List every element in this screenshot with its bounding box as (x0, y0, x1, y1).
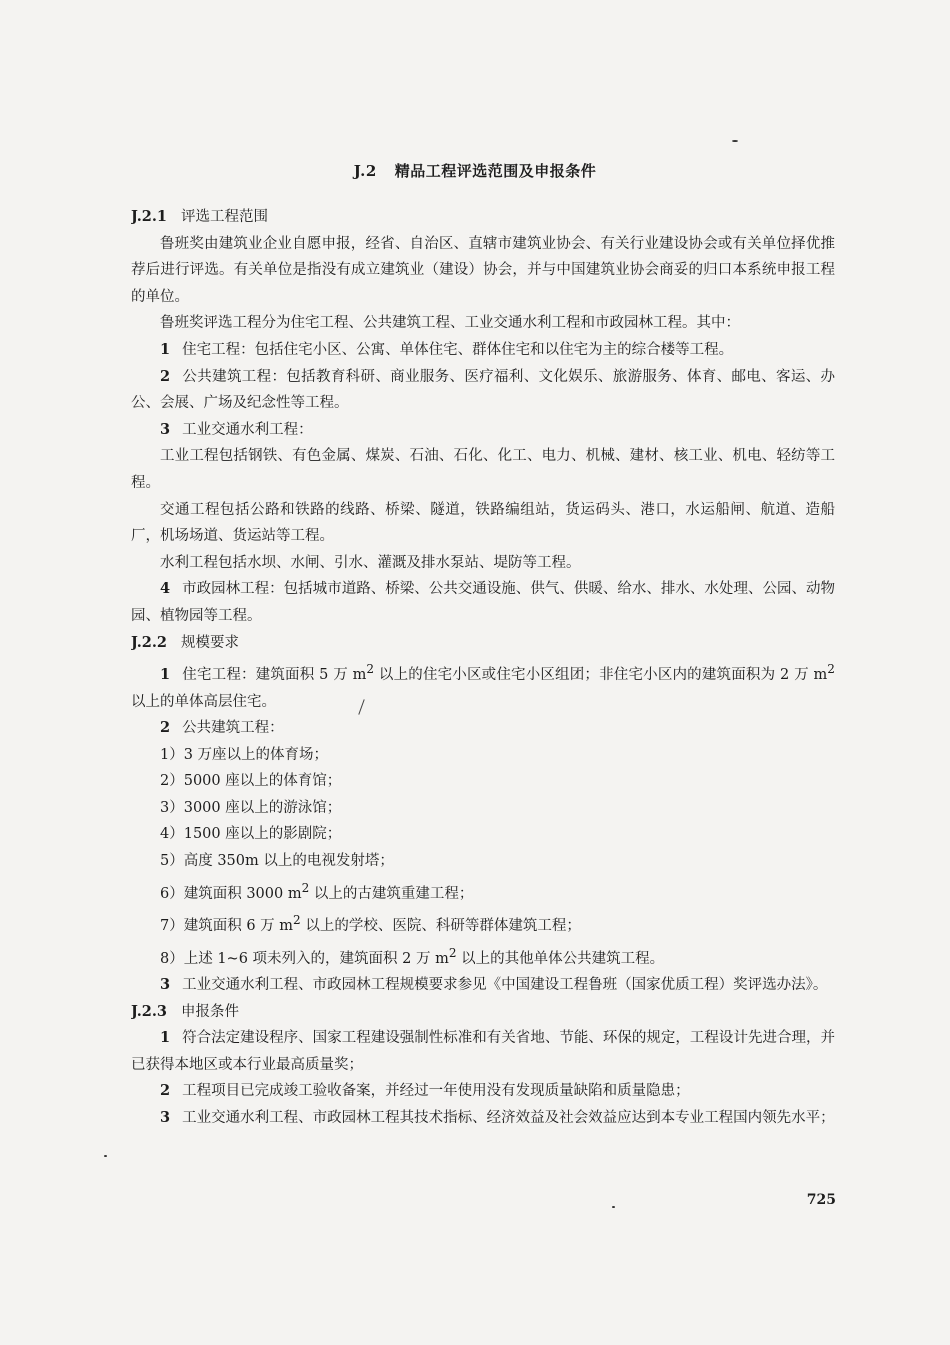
superscript: 2 (448, 945, 457, 960)
sub-item-text: 以上的古建筑重建工程； (309, 885, 474, 902)
list-item (131, 417, 835, 444)
item-number: 3 (160, 1108, 171, 1126)
section-number: J.2.2 (131, 633, 168, 651)
item-text: 公共建筑工程：包括教育科研、商业服务、医疗福利、文化娱乐、旅游服务、体育、邮电、客运、办公、会展、广场及纪念性等工程。 (131, 368, 835, 412)
sub-item-text: 6）建筑面积 3000 m (160, 885, 302, 902)
section-number: J.2.3 (131, 1002, 168, 1020)
sub-item: 1）3 万座以上的体育场； (160, 746, 329, 763)
superscript: 2 (301, 880, 310, 895)
item-number: 1 (160, 1029, 171, 1047)
paragraph: 工业工程包括钢铁、有色金属、煤炭、石油、石化、化工、电力、机械、建材、核工业、机电、轻纺等工程。 (131, 448, 835, 491)
sub-item: 3）3000 座以上的游泳馆； (160, 799, 342, 816)
superscript: 2 (827, 662, 835, 677)
item-text: 公共建筑工程： (182, 720, 284, 737)
section-title: 评选工程范围 (181, 209, 269, 225)
item-number: 2 (160, 719, 171, 737)
document-body (131, 204, 835, 1132)
list-item (131, 656, 835, 715)
item-number: 1 (160, 665, 171, 683)
superscript: 2 (293, 913, 301, 928)
item-text: 住宅工程：包括住宅小区、公寓、单体住宅、群体住宅和以住宅为主的综合楼等工程。 (182, 341, 734, 358)
page-number: 725 (806, 1192, 836, 1208)
list-item (131, 972, 835, 999)
sub-item-text: 以上的其他单体公共建筑工程。 (456, 950, 665, 967)
paragraph: 鲁班奖评选工程分为住宅工程、公共建筑工程、工业交通水利工程和市政园林工程。其中： (160, 315, 740, 332)
list-item (131, 576, 835, 629)
item-text: 符合法定建设程序、国家工程建设强制性标准和有关省地、节能、环保的规定，工程设计先进合理，并已获得本地区或本行业最高质量奖； (131, 1030, 835, 1073)
item-number: 3 (160, 975, 171, 993)
page-title (0, 160, 950, 181)
item-text: 以上的住宅小区或住宅小区组团；非住宅小区内的建筑面积为 2 万 m (374, 666, 828, 683)
paragraph: 水利工程包括水坝、水闸、引水、灌溉及排水泵站、堤防等工程。 (160, 554, 581, 571)
scan-speck (104, 1155, 107, 1157)
title-number: J.2 (353, 162, 377, 180)
sub-item (131, 940, 835, 972)
list-item (131, 1078, 835, 1105)
item-text: 工程项目已完成竣工验收备案，并经过一年使用没有发现质量缺陷和质量隐患； (182, 1083, 690, 1100)
scan-speck (612, 1206, 615, 1208)
section-title: 申报条件 (181, 1003, 240, 1020)
item-number: 1 (160, 340, 171, 358)
list-item (131, 337, 835, 364)
list-item (131, 715, 835, 742)
section-heading-j221 (131, 204, 835, 231)
section-title: 规模要求 (181, 634, 240, 651)
sub-item-text: 8）上述 1~6 项未列入的，建筑面积 2 万 m (160, 950, 449, 967)
sub-item (131, 875, 835, 907)
superscript: 2 (366, 662, 375, 677)
scan-speck (732, 140, 738, 142)
list-item (131, 1105, 835, 1132)
item-text: 住宅工程：建筑面积 5 万 m (182, 666, 367, 683)
sub-item: 5）高度 350m 以上的电视发射塔； (160, 853, 394, 870)
sub-item (131, 907, 835, 939)
item-number: 3 (160, 420, 171, 438)
sub-item: 2）5000 座以上的体育馆； (160, 773, 342, 790)
sub-item: 4）1500 座以上的影剧院； (160, 826, 342, 843)
item-number: 2 (160, 1082, 171, 1100)
item-text: 工业交通水利工程、市政园林工程其技术指标、经济效益及社会效益应达到本专业工程国内领先水平； (182, 1109, 835, 1126)
section-heading-j223 (131, 999, 835, 1026)
sub-item-text: 以上的学校、医院、科研等群体建筑工程； (300, 917, 581, 934)
section-heading-j222 (131, 630, 835, 657)
item-number: 4 (160, 580, 171, 598)
paragraph: 交通工程包括公路和铁路的线路、桥梁、隧道，铁路编组站，货运码头、港口，水运船闸、航道、造船厂，机场场道、货运站等工程。 (131, 501, 835, 545)
list-item (131, 1025, 835, 1078)
item-text: 工业交通水利工程、市政园林工程规模要求参见《中国建设工程鲁班（国家优质工程）奖评选办法》。 (182, 976, 828, 993)
item-text: 以上的单体高层住宅。 (131, 693, 276, 710)
item-number: 2 (160, 367, 171, 385)
section-number: J.2.1 (131, 208, 168, 225)
item-text: 工业交通水利工程： (182, 421, 313, 438)
title-text: 精品工程评选范围及申报条件 (394, 162, 597, 180)
sub-item-text: 7）建筑面积 6 万 m (160, 917, 294, 934)
list-item (131, 364, 835, 417)
paragraph: 鲁班奖由建筑业企业自愿申报，经省、自治区、直辖市建筑业协会、有关行业建设协会或有关单位择优推荐后进行评选。有关单位是指没有成立建筑业（建设）协会，并与中国建筑业协会商妥的归口本系统申报工程的单位。 (131, 235, 835, 305)
item-text: 市政园林工程：包括城市道路、桥梁、公共交通设施、供气、供暖、给水、排水、水处理、公园、动物园、植物园等工程。 (131, 581, 835, 624)
